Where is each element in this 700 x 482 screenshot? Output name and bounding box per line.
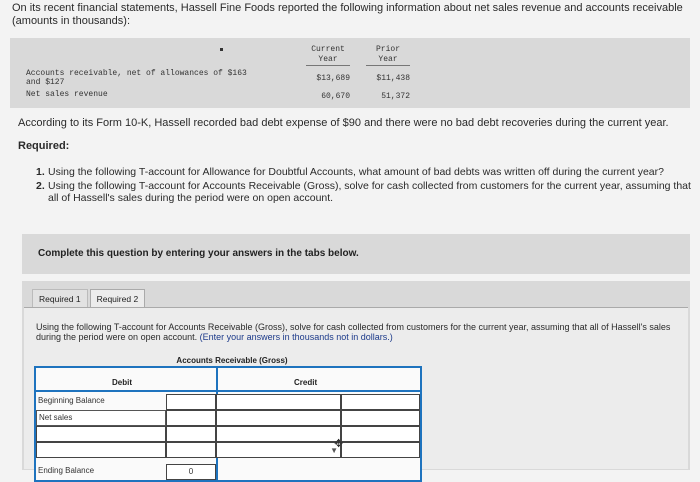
credit-amount-input-4[interactable] [341, 442, 420, 458]
beginning-balance-label: Beginning Balance [38, 396, 105, 405]
taccount-row [36, 410, 420, 426]
beginning-balance-input[interactable] [166, 394, 216, 410]
debit-label-input-3[interactable] [36, 426, 166, 442]
taccount-row [36, 442, 420, 458]
debit-amount-input-4[interactable] [166, 442, 216, 458]
ending-balance-label: Ending Balance [38, 466, 95, 475]
credit-label-input-1[interactable] [216, 394, 341, 410]
move-cursor-icon: ✥ [334, 438, 344, 450]
requirement-number: 2. [36, 180, 45, 192]
credit-label-input-3[interactable] [216, 426, 341, 442]
bad-debt-text: According to its Form 10-K, Hassell recorded bad debt expense of $90 and there were no bad debt recoveries during the current year. [18, 117, 669, 129]
tab-required-1[interactable]: Required 1 [32, 289, 88, 307]
header-underline-current [306, 65, 350, 66]
answer-workspace [22, 281, 690, 476]
debit-label-input-4[interactable] [36, 442, 166, 458]
col-header-prior: Prior Year [375, 45, 400, 64]
financial-data-table [10, 38, 690, 108]
credit-header: Credit [294, 378, 318, 387]
instruction-text: Using the following T-account for Accounts Receivable (Gross), solve for cash collected from customers for the current year, assuming that all of Hassell's sales during the period were on open account. [36, 322, 671, 342]
col-header-current: Current Year [311, 45, 345, 64]
receivables-current: $13,689 [316, 74, 350, 83]
credit-amount-input-3[interactable] [341, 426, 420, 442]
requirement-tabs [32, 289, 145, 307]
requirement-text: Using the following T-account for Allowance for Doubtful Accounts, what amount of bad debts was written off during the current year? [48, 166, 664, 178]
credit-label-input-2[interactable] [216, 410, 341, 426]
credit-amount-input-2[interactable] [341, 410, 420, 426]
taccount-grid [34, 366, 422, 482]
taccount-title: Accounts Receivable (Gross) [176, 356, 288, 365]
requirement-number: 1. [36, 166, 45, 178]
instructions-banner: Complete this question by entering your answers in the tabs below. [22, 234, 690, 274]
net-sales-input[interactable] [166, 410, 216, 426]
requirements-list [36, 166, 696, 206]
required-heading: Required: [18, 140, 70, 152]
instruction-note: (Enter your answers in thousands not in dollars.) [199, 332, 393, 342]
tab-instruction [36, 322, 676, 342]
credit-label-dropdown[interactable] [216, 442, 341, 458]
requirement-item [36, 166, 696, 178]
intro-text: On its recent financial statements, Hassell Fine Foods reported the following information about net sales revenue and accounts receivable (amounts in thousands): [12, 2, 683, 27]
tab-panel [24, 307, 688, 476]
taccount-row [36, 464, 420, 480]
credit-amount-input-1[interactable] [341, 394, 420, 410]
bullet-dot [220, 48, 223, 51]
net-sales-label: Net sales [36, 410, 166, 426]
requirement-text: Using the following T-account for Accounts Receivable (Gross), solve for cash collected from customers for the current year, assuming that all of Hassell's sales during the period were on open account. [48, 180, 691, 204]
requirement-item [36, 180, 696, 204]
row-label-receivables: Accounts receivable, net of allowances of $163 and $127 [26, 69, 247, 87]
receivables-prior: $11,438 [376, 74, 410, 83]
row-label-net-sales: Net sales revenue [26, 90, 108, 99]
debit-header: Debit [112, 378, 132, 387]
net-sales-prior: 51,372 [381, 92, 410, 101]
debit-amount-input-3[interactable] [166, 426, 216, 442]
taccount-row [36, 394, 420, 410]
ending-balance-value: 0 [166, 464, 216, 480]
taccount-horizontal-line [36, 390, 420, 392]
header-underline-prior [366, 65, 410, 66]
net-sales-current: 60,670 [321, 92, 350, 101]
taccount-row [36, 426, 420, 442]
chevron-down-icon[interactable]: ▼ [330, 446, 338, 455]
tab-required-2[interactable]: Required 2 [90, 289, 146, 307]
